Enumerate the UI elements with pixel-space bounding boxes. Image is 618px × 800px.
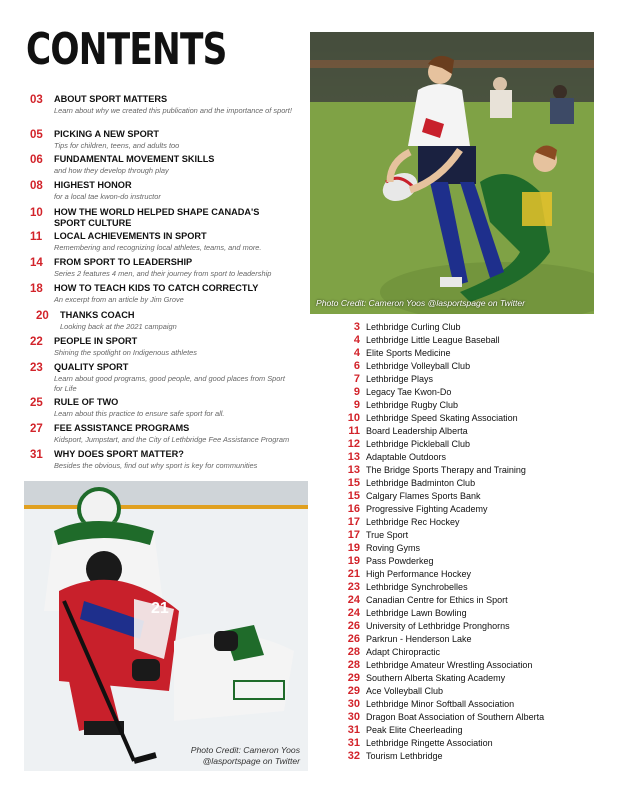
club-name: Canadian Centre for Ethics in Sport (366, 595, 508, 605)
photo-credit: Photo Credit: Cameron Yoos @lasportspage on Twitter (316, 298, 526, 308)
toc-heading: FEE ASSISTANCE PROGRAMS (54, 423, 190, 433)
hockey-photo (24, 481, 308, 771)
toc-description: Besides the obvious, find out why sport is key for communities (54, 461, 258, 470)
toc-entry[interactable] (30, 449, 292, 471)
club-name: Peak Elite Cheerleading (366, 725, 463, 735)
club-name: Lethbridge Badminton Club (366, 478, 476, 488)
toc-page-number: 14 (30, 257, 43, 269)
list-item[interactable] (334, 555, 604, 568)
toc-description: Learn about good programs, good people, and good places from Sport for Life (54, 374, 285, 393)
list-item[interactable] (334, 698, 604, 711)
list-item[interactable] (334, 334, 604, 347)
toc-entry[interactable] (30, 257, 292, 279)
club-name: Adaptable Outdoors (366, 452, 447, 462)
club-name: Lethbridge Little League Baseball (366, 335, 500, 345)
club-page-number: 31 (347, 737, 360, 749)
club-page-number: 16 (347, 503, 360, 515)
list-item[interactable] (334, 724, 604, 737)
club-name: Lethbridge Rec Hockey (366, 517, 460, 527)
toc-page-number: 20 (36, 310, 49, 322)
toc-heading: LOCAL ACHIEVEMENTS IN SPORT (54, 231, 207, 241)
club-name: Lethbridge Curling Club (366, 322, 461, 332)
list-item[interactable] (334, 737, 604, 750)
list-item[interactable] (334, 607, 604, 620)
club-name: Dragon Boat Association of Southern Alberta (366, 712, 545, 722)
list-item[interactable] (334, 620, 604, 633)
club-page-number: 4 (353, 347, 360, 359)
club-name: Lethbridge Amateur Wrestling Association (366, 660, 533, 670)
toc-entry[interactable] (30, 362, 292, 393)
club-page-number: 28 (347, 646, 360, 658)
club-page-number: 13 (347, 464, 360, 476)
toc-entry[interactable] (30, 336, 292, 358)
toc-entry[interactable] (30, 94, 292, 116)
list-item[interactable] (334, 373, 604, 386)
club-page-number: 19 (347, 542, 360, 554)
club-name: Calgary Flames Sports Bank (366, 491, 481, 501)
list-item[interactable] (334, 542, 604, 555)
club-name: Lethbridge Lawn Bowling (366, 608, 467, 618)
club-page-number: 15 (347, 490, 360, 502)
list-item[interactable] (334, 646, 604, 659)
list-item[interactable] (334, 594, 604, 607)
toc-description: Looking back at the 2021 campaign (60, 322, 177, 331)
toc-page-number: 08 (30, 180, 43, 192)
club-page-number: 6 (353, 360, 360, 372)
toc-page-number: 18 (30, 283, 43, 295)
toc-page-number: 31 (30, 449, 43, 461)
club-page-number: 26 (347, 633, 360, 645)
toc-description: Shining the spotlight on Indigenous athletes (54, 348, 197, 357)
toc-page-number: 11 (30, 231, 43, 243)
toc-heading: RULE OF TWO (54, 397, 119, 407)
rugby-photo-illustration (310, 32, 594, 314)
club-name: High Performance Hockey (366, 569, 472, 579)
list-item[interactable] (334, 516, 604, 529)
toc-page-number: 05 (30, 129, 43, 141)
photo-credit-line: @lasportspage on Twitter (202, 756, 300, 766)
club-name: Tourism Lethbridge (366, 751, 443, 761)
club-page-number: 26 (347, 620, 360, 632)
rugby-photo (310, 32, 594, 314)
toc-heading: HIGHEST HONOR (54, 180, 132, 190)
toc-page-number: 22 (30, 336, 43, 348)
toc-entry[interactable] (30, 231, 292, 253)
toc-heading: WHY DOES SPORT MATTER? (54, 449, 184, 459)
club-name: Lethbridge Synchrobelles (366, 582, 468, 592)
club-page-number: 17 (347, 516, 360, 528)
club-name: Southern Alberta Skating Academy (366, 673, 506, 683)
toc-description: Remembering and recognizing local athletes, teams, and more. (54, 243, 262, 252)
club-page-number: 13 (347, 451, 360, 463)
club-page-number: 31 (347, 724, 360, 736)
toc-description: An excerpt from an article by Jim Grove (54, 295, 184, 304)
club-name: Lethbridge Rugby Club (366, 400, 459, 410)
list-item[interactable] (334, 711, 604, 724)
club-page-number: 11 (348, 425, 360, 437)
toc-heading: QUALITY SPORT (54, 362, 129, 372)
list-item[interactable] (334, 568, 604, 581)
club-page-number: 15 (347, 477, 360, 489)
toc-description: Series 2 features 4 men, and their journey from sport to leadership (54, 269, 272, 278)
toc-entry[interactable] (30, 180, 292, 202)
club-name: Roving Gyms (366, 543, 421, 553)
club-name: Board Leadership Alberta (366, 426, 468, 436)
list-item[interactable] (334, 659, 604, 672)
club-page-number: 28 (347, 659, 360, 671)
list-item[interactable] (334, 438, 604, 451)
list-item[interactable] (334, 399, 604, 412)
toc-description: Tips for children, teens, and adults too (54, 141, 180, 150)
list-item[interactable] (334, 321, 604, 334)
club-page-number: 30 (347, 698, 360, 710)
club-page-number: 21 (347, 568, 360, 580)
club-name: Progressive Fighting Academy (366, 504, 488, 514)
toc-description: Kidsport, Jumpstart, and the City of Lethbridge Fee Assistance Program (54, 435, 290, 444)
list-item[interactable] (334, 347, 604, 360)
photo-credit-line: Photo Credit: Cameron Yoos (190, 745, 300, 755)
toc-page-number: 10 (30, 207, 43, 219)
page-title: CONTENTS (26, 24, 227, 75)
club-page-number: 9 (353, 399, 360, 411)
toc-heading: PEOPLE IN SPORT (54, 336, 138, 346)
club-page-number: 12 (347, 438, 360, 450)
club-name: Pass Powderkeg (366, 556, 434, 566)
list-item[interactable] (334, 581, 604, 594)
toc-description: and how they develop through play (54, 166, 169, 175)
toc-heading: HOW THE WORLD HELPED SHAPE CANADA'S SPORT CULTURE (54, 207, 260, 228)
list-item[interactable] (334, 464, 604, 477)
toc-heading: FROM SPORT TO LEADERSHIP (54, 257, 193, 267)
club-name: Parkrun - Henderson Lake (366, 634, 472, 644)
toc-entry[interactable] (30, 397, 292, 419)
toc-page-number: 27 (30, 423, 43, 435)
club-name: Adapt Chiropractic (366, 647, 441, 657)
club-name: Lethbridge Speed Skating Association (366, 413, 518, 423)
club-name: Lethbridge Pickleball Club (366, 439, 471, 449)
hockey-photo-illustration (24, 481, 308, 771)
club-directory (334, 321, 604, 763)
toc-entry[interactable] (30, 207, 292, 230)
toc-heading: FUNDAMENTAL MOVEMENT SKILLS (54, 154, 215, 164)
club-page-number: 7 (353, 373, 360, 385)
toc-heading: THANKS COACH (60, 310, 135, 320)
club-page-number: 19 (347, 555, 360, 567)
toc-entry[interactable] (30, 129, 292, 151)
toc-entry[interactable] (30, 423, 292, 445)
club-page-number: 9 (353, 386, 360, 398)
club-name: Lethbridge Minor Softball Association (366, 699, 515, 709)
club-page-number: 29 (347, 685, 360, 697)
club-page-number: 32 (347, 750, 360, 762)
toc-heading: HOW TO TEACH KIDS TO CATCH CORRECTLY (54, 283, 259, 293)
list-item[interactable] (334, 425, 604, 438)
list-item[interactable] (334, 490, 604, 503)
club-page-number: 24 (347, 607, 360, 619)
club-name: Ace Volleyball Club (366, 686, 444, 696)
club-name: Legacy Tae Kwon-Do (366, 387, 452, 397)
club-name: Lethbridge Plays (366, 374, 434, 384)
toc-page-number: 06 (30, 154, 43, 166)
list-item[interactable] (334, 386, 604, 399)
club-page-number: 17 (347, 529, 360, 541)
jersey-number: 21 (151, 600, 169, 617)
club-name: University of Lethbridge Pronghorns (366, 621, 510, 631)
toc-description: Learn about why we created this publication and the importance of sport! (54, 106, 292, 115)
club-page-number: 30 (347, 711, 360, 723)
club-page-number: 23 (347, 581, 360, 593)
toc-description: Learn about this practice to ensure safe sport for all. (54, 409, 225, 418)
club-name: The Bridge Sports Therapy and Training (366, 465, 526, 475)
list-item[interactable] (334, 529, 604, 542)
list-item[interactable] (334, 412, 604, 425)
list-item[interactable] (334, 360, 604, 373)
photo-credit (191, 745, 300, 767)
club-page-number: 4 (353, 334, 360, 346)
toc-page-number: 25 (30, 397, 43, 409)
club-name: Lethbridge Volleyball Club (366, 361, 471, 371)
club-page-number: 29 (347, 672, 360, 684)
toc-page-number: 23 (30, 362, 43, 374)
list-item[interactable] (334, 672, 604, 685)
list-item[interactable] (334, 633, 604, 646)
list-item[interactable] (334, 750, 604, 763)
list-item[interactable] (334, 451, 604, 464)
toc-entry[interactable] (36, 310, 298, 332)
club-name: True Sport (366, 530, 409, 540)
club-page-number: 24 (347, 594, 360, 606)
club-name: Elite Sports Medicine (366, 348, 451, 358)
list-item[interactable] (334, 685, 604, 698)
list-item[interactable] (334, 477, 604, 490)
club-page-number: 3 (353, 321, 360, 333)
toc-page-number: 03 (30, 94, 43, 106)
toc-heading: PICKING A NEW SPORT (54, 129, 159, 139)
club-name: Lethbridge Ringette Association (366, 738, 493, 748)
toc-description: for a local tae kwon-do instructor (54, 192, 161, 201)
list-item[interactable] (334, 503, 604, 516)
toc-entry[interactable] (30, 283, 292, 305)
club-page-number: 10 (347, 412, 360, 424)
toc-entry[interactable] (30, 154, 292, 176)
toc-heading: ABOUT SPORT MATTERS (54, 94, 168, 104)
